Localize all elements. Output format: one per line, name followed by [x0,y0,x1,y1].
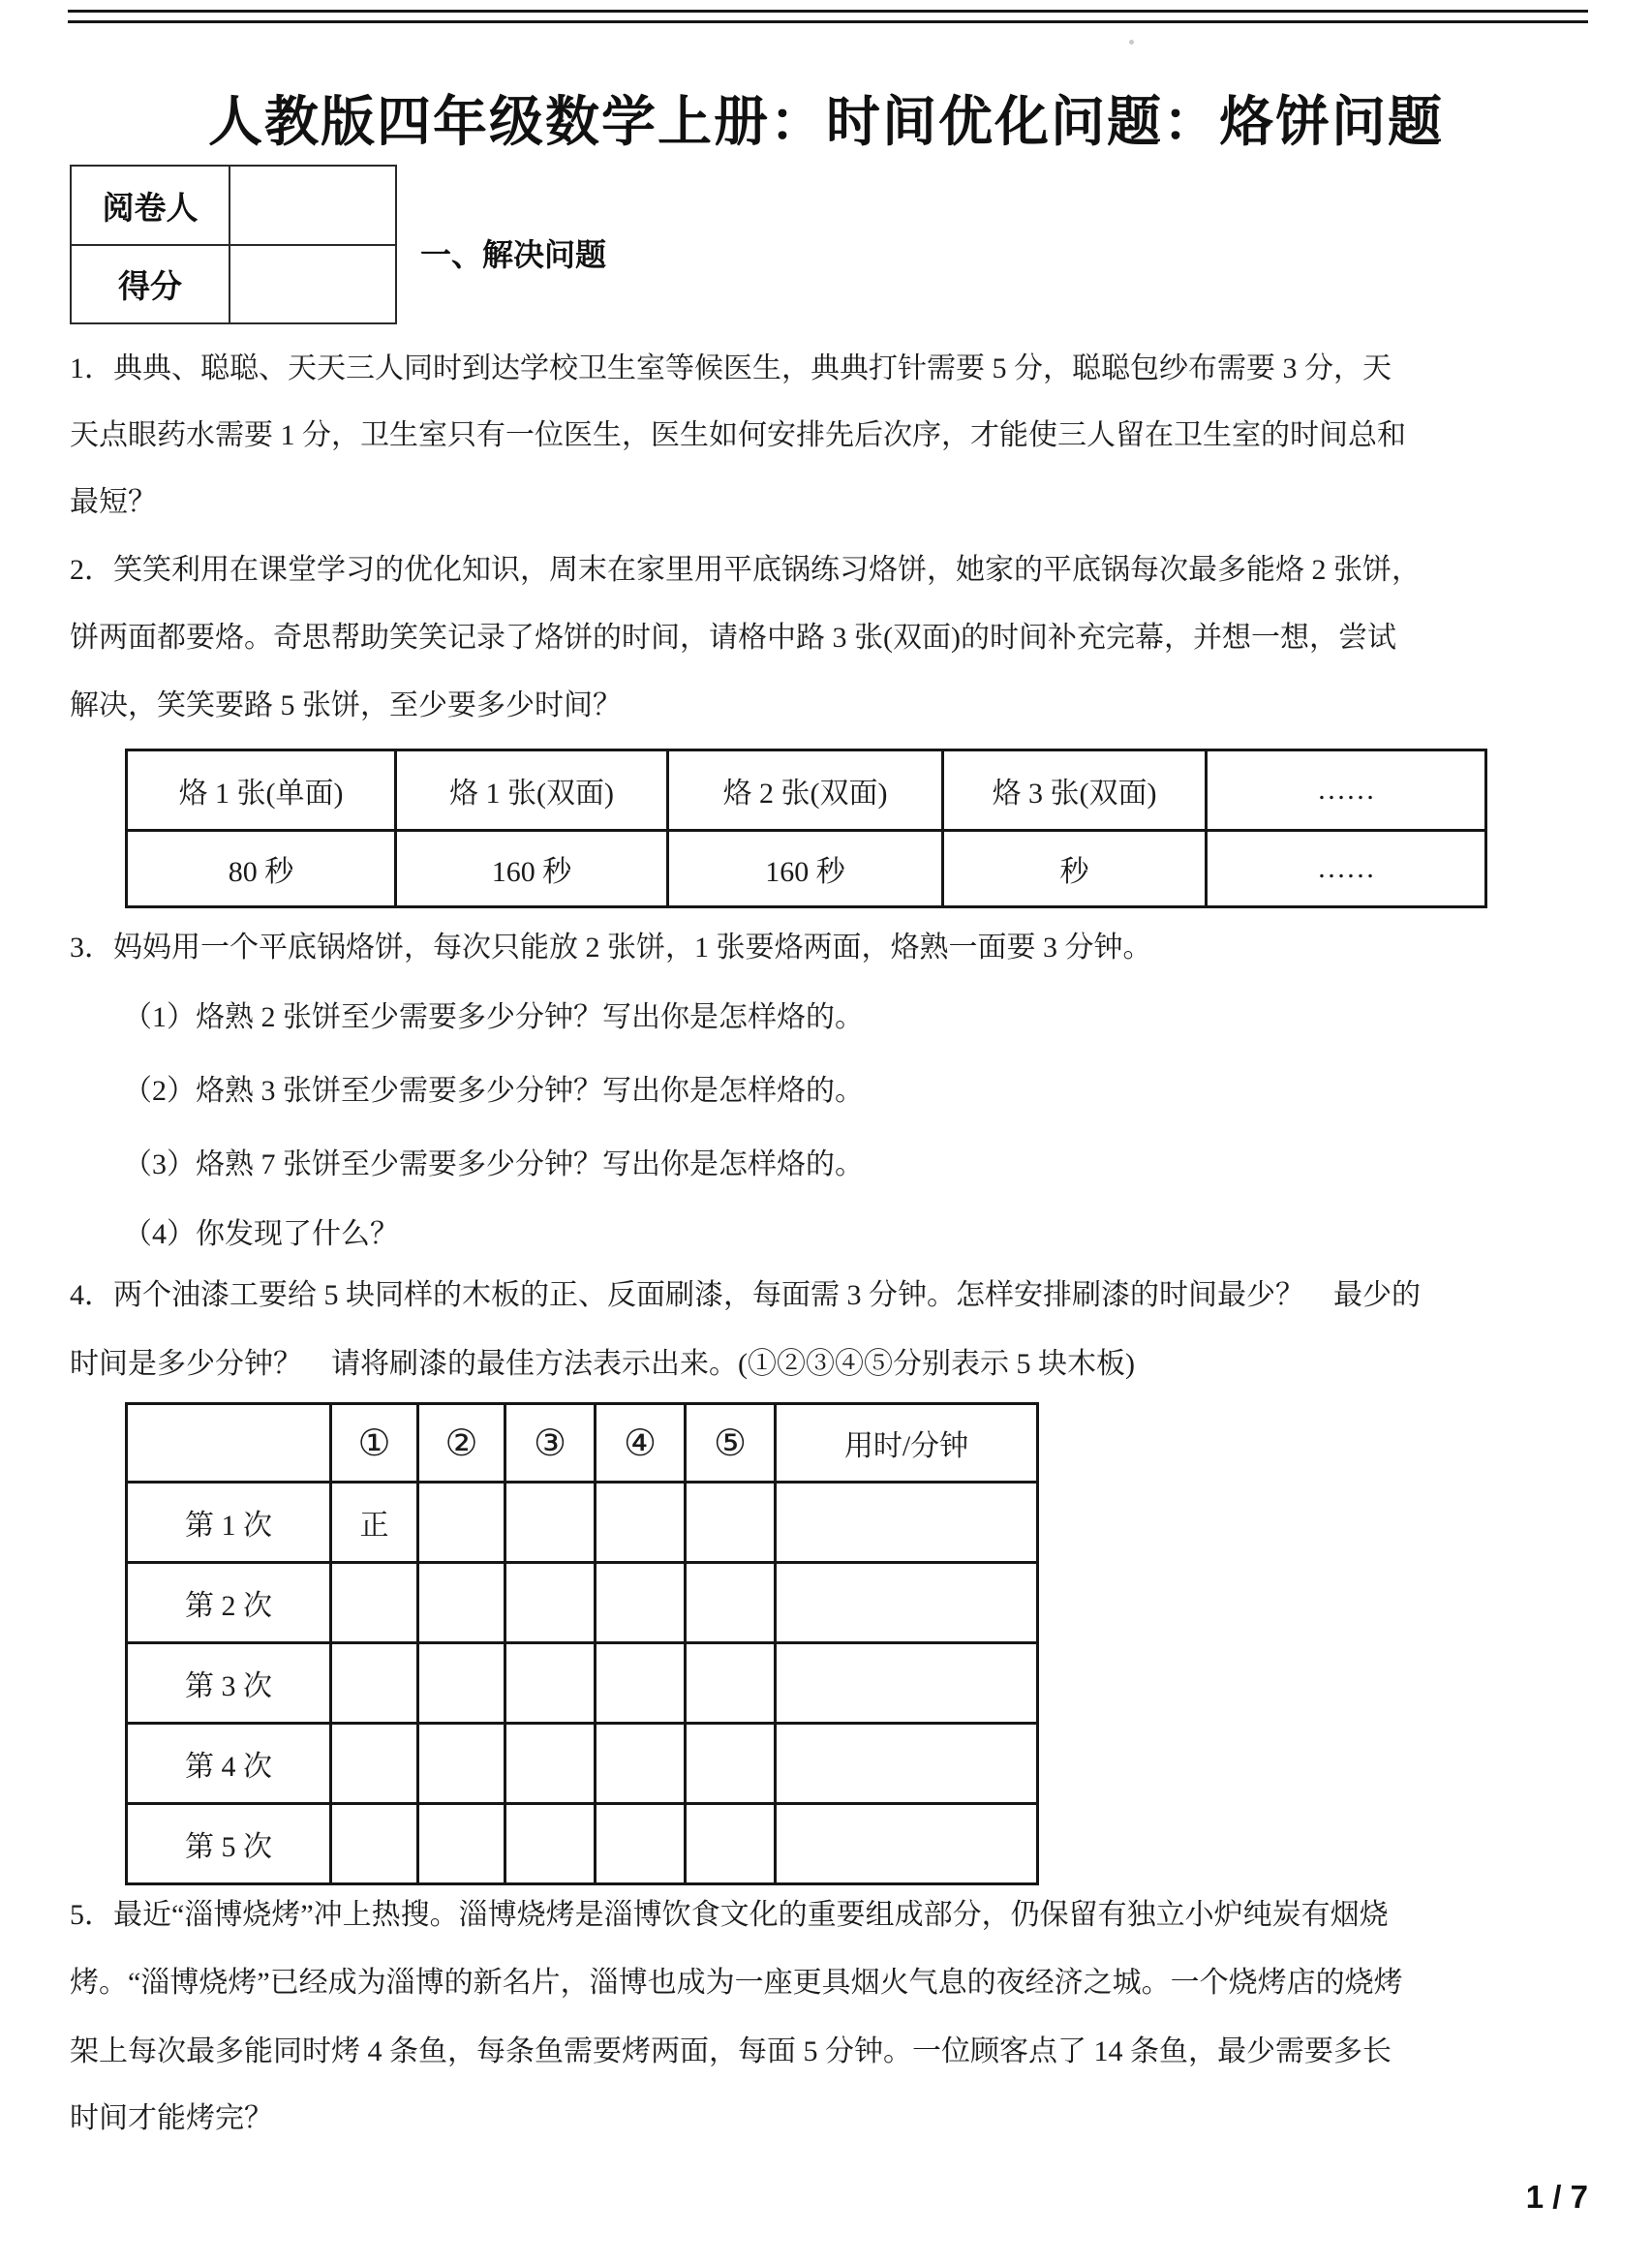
plan-cell [686,1724,776,1804]
round-label: 第 2 次 [127,1563,331,1643]
problem-1-line-3: 最短？ [70,486,157,518]
plan-cell [331,1804,418,1884]
problem-2-line-3: 解决，笑笑要路 5 张饼，至少要多少时间？ [70,689,622,721]
pancake-header-cell: 烙 1 张(单面) [127,750,396,831]
problem-5-line-2: 烤。“淄博烧烤”已经成为淄博的新名片，淄博也成为一座更具烟火气息的夜经济之城。一个烧烤店的烧烤 [70,1967,1403,1999]
painting-round-row [127,1563,1038,1643]
pancake-value-cell: 80 秒 [127,831,396,907]
time-cell [776,1724,1038,1804]
page-number: 1 / 7 [1525,2179,1588,2215]
painting-corner-cell [127,1404,331,1483]
grader-label: 阅卷人 [71,166,229,245]
pancake-value-cell-blank: 秒 [943,831,1207,907]
time-cell [776,1804,1038,1884]
pancake-header-cell: 烙 2 张(双面) [668,750,943,831]
problem-5-line-4: 时间才能烤完？ [70,2102,273,2134]
problem-5-line-1: 5．最近“淄博烧烤”冲上热搜。淄博烧烤是淄博饮食文化的重要组成部分，仍保留有独立小炉纯炭有烟烧 [70,1899,1389,1931]
plan-cell [596,1643,686,1724]
problem-3-item-4: （4）你发现了什么？ [123,1218,399,1250]
plan-cell [596,1724,686,1804]
painting-round-row [127,1724,1038,1804]
problem-1-line-1: 1．典典、聪聪、天天三人同时到达学校卫生室等候医生，典典打针需要 5 分，聪聪包纱布需要 3 分，天 [70,352,1392,384]
pancake-value-cell: …… [1207,831,1486,907]
board-3-header: ③ [505,1404,596,1483]
top-double-rule [68,10,1588,23]
grader-row [71,166,396,245]
board-5-header: ⑤ [686,1404,776,1483]
time-cell [776,1563,1038,1643]
painting-plan-table [125,1402,1039,1885]
problem-5-line-3: 架上每次最多能同时烤 4 条鱼，每条鱼需要烤两面，每面 5 分钟。一位顾客点了 14 条鱼，最少需要多长 [70,2035,1392,2067]
pancake-table-value-row [127,831,1486,907]
plan-cell [331,1643,418,1724]
round-label: 第 5 次 [127,1804,331,1884]
grader-score-table [70,165,397,324]
painting-round-row [127,1804,1038,1884]
grader-blank-cell [229,166,396,245]
problem-2-line-2: 饼两面都要烙。奇思帮助笑笑记录了烙饼的时间，请格中路 3 张(双面)的时间补充完幕，并想一想，尝试 [70,622,1396,654]
score-blank-cell [229,245,396,323]
scan-artifact-dot [1129,40,1134,45]
pancake-time-table [125,749,1487,908]
plan-cell [505,1804,596,1884]
plan-cell [505,1563,596,1643]
painting-table-header-row [127,1404,1038,1483]
plan-cell [418,1563,505,1643]
pancake-value-cell: 160 秒 [396,831,668,907]
problem-3-item-3: （3）烙熟 7 张饼至少需要多少分钟？写出你是怎样烙的。 [123,1148,864,1180]
plan-cell [331,1563,418,1643]
pancake-table-header-row [127,750,1486,831]
pancake-header-cell: …… [1207,750,1486,831]
plan-cell [686,1563,776,1643]
painting-round-row [127,1643,1038,1724]
problem-2-line-1: 2．笑笑利用在课堂学习的优化知识，周末在家里用平底锅练习烙饼，她家的平底锅每次最多能烙 2 张饼， [70,554,1421,586]
plan-cell [505,1483,596,1563]
score-row [71,245,396,323]
plan-cell [418,1804,505,1884]
pancake-header-cell: 烙 3 张(双面) [943,750,1207,831]
problem-3-item-1: （1）烙熟 2 张饼至少需要多少分钟？写出你是怎样烙的。 [123,1001,864,1033]
plan-cell [418,1724,505,1804]
plan-cell [596,1563,686,1643]
painting-round-row [127,1483,1038,1563]
plan-cell [686,1483,776,1563]
plan-cell [418,1643,505,1724]
problem-4-line-1: 4．两个油漆工要给 5 块同样的木板的正、反面刷漆，每面需 3 分钟。怎样安排刷漆的时间最少？ 最少的 [70,1279,1421,1311]
board-2-header: ② [418,1404,505,1483]
problem-1-line-2: 天点眼药水需要 1 分，卫生室只有一位医生，医生如何安排先后次序，才能使三人留在卫生室的时间总和 [70,419,1406,451]
plan-cell [596,1483,686,1563]
score-label: 得分 [71,245,229,323]
problem-3-item-2: （2）烙熟 3 张饼至少需要多少分钟？写出你是怎样烙的。 [123,1075,864,1107]
time-cell [776,1643,1038,1724]
plan-cell [596,1804,686,1884]
plan-cell [686,1643,776,1724]
round-label: 第 1 次 [127,1483,331,1563]
plan-cell [505,1643,596,1724]
round-label: 第 3 次 [127,1643,331,1724]
plan-cell [505,1724,596,1804]
page-title: 人教版四年级数学上册：时间优化问题：烙饼问题 [208,91,1444,152]
problem-3-intro: 3．妈妈用一个平底锅烙饼，每次只能放 2 张饼，1 张要烙两面，烙熟一面要 3 分钟。 [70,932,1152,964]
plan-cell [331,1724,418,1804]
time-cell [776,1483,1038,1563]
board-4-header: ④ [596,1404,686,1483]
plan-cell: 正 [331,1483,418,1563]
problem-4-line-2: 时间是多少分钟？ 请将刷漆的最佳方法表示出来。(①②③④⑤分别表示 5 块木板) [70,1348,1135,1380]
round-label: 第 4 次 [127,1724,331,1804]
plan-cell [418,1483,505,1563]
section-heading: 一、解决问题 [420,237,607,272]
pancake-header-cell: 烙 1 张(双面) [396,750,668,831]
board-1-header: ① [331,1404,418,1483]
plan-cell [686,1804,776,1884]
pancake-value-cell: 160 秒 [668,831,943,907]
time-column-header: 用时/分钟 [776,1404,1038,1483]
